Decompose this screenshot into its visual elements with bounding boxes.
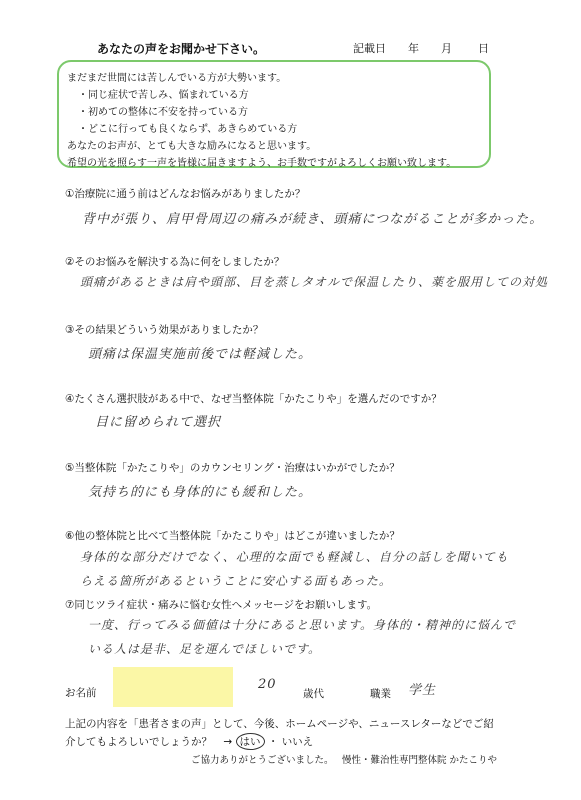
day-label: 日 bbox=[478, 42, 489, 55]
name-field-redacted bbox=[113, 667, 233, 707]
job-label: 職業 bbox=[370, 688, 391, 700]
answer-1: 背中が張り、肩甲骨周辺の痛みが続き、頭痛につながることが多かった。 bbox=[82, 212, 544, 227]
question-5: ⑤当整体院「かたこりや」のカウンセリング・治療はいかがでしたか？ bbox=[65, 462, 400, 474]
intro-line: まだまだ世間には苦しんでいる方が大勢います。 bbox=[67, 73, 287, 84]
answer-4: 目に留められて選択 bbox=[95, 415, 222, 430]
question-3: ③その結果どういう効果がありましたか？ bbox=[65, 324, 264, 336]
thanks-text: ご協力ありがとうございました。 bbox=[191, 755, 334, 766]
answer-2: 頭痛があるときは肩や頭部、目を蒸しタオルで保温したり、薬を服用しての対処 bbox=[80, 275, 549, 289]
option-separator: ・ bbox=[267, 736, 279, 748]
consent-text: 上記の内容を「患者さまの声」として、今後、ホームページや、ニュースレターなどでご紹 bbox=[65, 718, 494, 730]
intro-line: あなたのお声が、とても大きな励みになると思います。 bbox=[67, 141, 317, 152]
yes-option: はい bbox=[236, 733, 265, 750]
intro-bullet: ・初めての整体に不安を持っている方 bbox=[78, 107, 248, 118]
age-label: 歳代 bbox=[303, 688, 324, 700]
clinic-name: 慢性・難治性専門整体院 かたこりや bbox=[342, 755, 498, 766]
age-value: 20 bbox=[258, 677, 277, 692]
question-6: ⑥他の整体院と比べて当整体院「かたこりや」はどこが違いましたか？ bbox=[65, 530, 400, 542]
answer-7: 一度、行ってみる価値は十分にあると思います。身体的・精神的に悩んでいる人は是非、足を運んでほしいです。 bbox=[88, 618, 517, 656]
question-1: ①治療院に通う前はどんなお悩みがありましたか？ bbox=[65, 188, 306, 200]
year-label: 年 bbox=[408, 42, 419, 55]
question-2: ②そのお悩みを解決する為に何をしましたか？ bbox=[65, 256, 285, 268]
answer-5: 気持ち的にも身体的にも緩和した。 bbox=[88, 485, 313, 500]
consent-question bbox=[65, 733, 313, 750]
question-7: ⑦同じツライ症状・痛みに悩む女性へメッセージをお願いします。 bbox=[65, 599, 378, 611]
intro-line: 希望の光を照らす一声を皆様に届きますよう、お手数ですがよろしくお願い致します。 bbox=[67, 158, 457, 169]
date-label: 記載日 bbox=[353, 42, 386, 55]
page-title: あなたの声をお聞かせ下さい。 bbox=[97, 42, 266, 56]
month-label: 月 bbox=[441, 42, 452, 55]
question-4: ④たくさん選択肢がある中で、なぜ当整体院「かたこりや」を選んだのですか？ bbox=[65, 393, 442, 405]
answer-3: 頭痛は保温実施前後では軽減した。 bbox=[88, 347, 313, 362]
answer-6: 身体的な部分だけでなく、心理的な面でも軽減し、自分の話しを聞いてもらえる箇所があるということに安心する面もあった。 bbox=[80, 550, 509, 588]
intro-bullet: ・どこに行っても良くならず、あきらめている方 bbox=[78, 124, 298, 135]
no-option: いいえ bbox=[281, 736, 314, 748]
name-label: お名前 bbox=[65, 687, 97, 699]
job-value: 学生 bbox=[408, 683, 437, 698]
intro-bullet: ・同じ症状で苦しみ、悩まれている方 bbox=[78, 90, 249, 101]
arrow-icon: → bbox=[223, 736, 233, 748]
consent-question-text: 介してもよろしいでしょうか？ bbox=[65, 736, 212, 748]
